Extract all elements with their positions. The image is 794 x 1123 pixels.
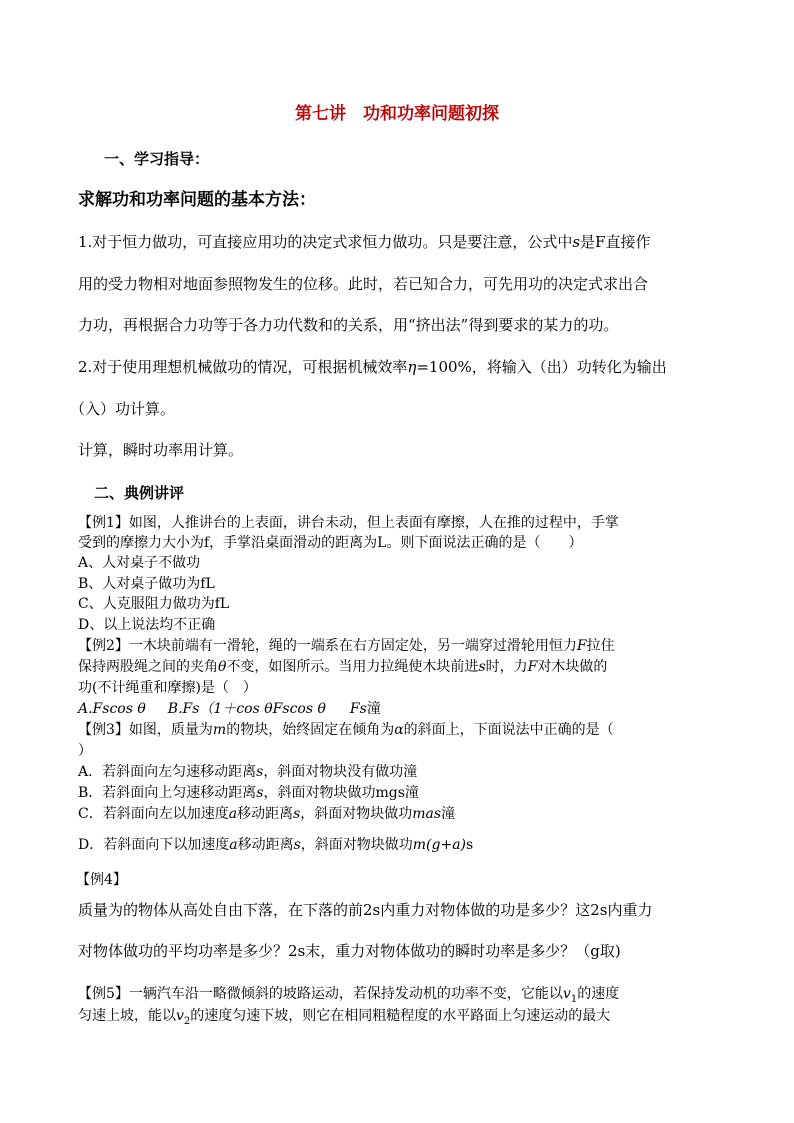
example-4-line-1: 质量为的物体从高处自由下落，在下落的前2s内重力对物体做的功是多少？这2s内重力	[78, 901, 653, 919]
example-1-option-c: C、人克服阻力做功为fL	[78, 596, 230, 612]
example-1-option-b: B、人对桌子做功为fL	[78, 576, 215, 592]
example-3-option-d: D．若斜面向下以加速度a移动距离s，斜面对物块做功m(g+a)s	[78, 837, 474, 853]
example-3-line-1: 【例3】如图，质量为m的物块，始终固定在倾角为α的斜面上，下面说法中正确的是（	[78, 722, 614, 738]
example-1-option-a: A、人对桌子不做功	[78, 555, 201, 571]
paragraph-1-line-3: 力功，再根据合力功等于各力功代数和的关系，用“挤出法”得到要求的某力的功。	[78, 316, 619, 334]
paragraph-2-line-1: 2.对于使用理想机械做功的情况，可根据机械效率η=100%，将输入（出）功转化为输出	[78, 358, 667, 376]
example-2-options: A.Fscos θ B.Fs（1＋cos θFscos θ Fs潼	[78, 701, 381, 717]
example-3-option-b: B．若斜面向上匀速移动距离s，斜面对物块做功mgs潼	[78, 785, 419, 801]
example-5-line-1: 【例5】一辆汽车沿一略微倾斜的坡路运动，若保持发动机的功率不变，它能以$v_1$的速度	[78, 986, 620, 1005]
example-2-line-3: 功(不计绳重和摩擦)是（ ）	[78, 680, 257, 696]
example-3-option-c: C．若斜面向左以加速度a移动距离s，斜面对物块做功mas潼	[78, 806, 456, 822]
example-1-line-2: 受到的摩擦力大小为f，手掌沿桌面滑动的距离为L。则下面说法正确的是（ ）	[78, 535, 583, 551]
example-1-option-d: D、以上说法均不正确	[78, 617, 216, 633]
paragraph-1-line-1: 1.对于恒力做功，可直接应用功的决定式求恒力做功。只是要注意，公式中s是F直接作	[78, 233, 651, 251]
example-2-line-2: 保持两股绳之间的夹角θ不变，如图所示。当用力拉绳使木块前进s时，力F对木块做的	[78, 659, 608, 675]
paragraph-3: 计算，瞬时功率用计算。	[78, 441, 244, 459]
example-5-line-2: 匀速上坡，能以$v_2$的速度匀速下坡，则它在相同粗糙程度的水平路面上匀速运动的最大	[78, 1008, 611, 1027]
lecture-title: 第七讲 功和功率问题初探	[295, 104, 499, 124]
example-4-line-2: 对物体做功的平均功率是多少？2s末，重力对物体做功的瞬时功率是多少？（g取)	[78, 942, 621, 960]
paragraph-2-line-2: （入）功计算。	[70, 400, 176, 418]
example-3-option-a: A．若斜面向左匀速移动距离s，斜面对物块没有做功潼	[78, 764, 418, 780]
example-2-line-1: 【例2】一木块前端有一滑轮，绳的一端系在右方固定处，另一端穿过滑轮用恒力F拉住	[78, 638, 615, 654]
example-1-line-1: 【例1】如图，人推讲台的上表面，讲台未动，但上表面有摩擦，人在推的过程中，手掌	[78, 515, 619, 531]
paragraph-1-line-2: 用的受力物相对地面参照物发生的位移。此时，若已知合力，可先用功的决定式求出合	[78, 275, 649, 293]
section-heading-examples: 二、典例讲评	[94, 484, 185, 502]
example-3-line-2: ）	[78, 743, 92, 759]
example-4-label: 【例4】	[76, 872, 127, 888]
method-subheading: 求解功和功率问题的基本方法：	[78, 190, 316, 210]
section-heading-study-guide: 一、学习指导：	[104, 150, 210, 168]
